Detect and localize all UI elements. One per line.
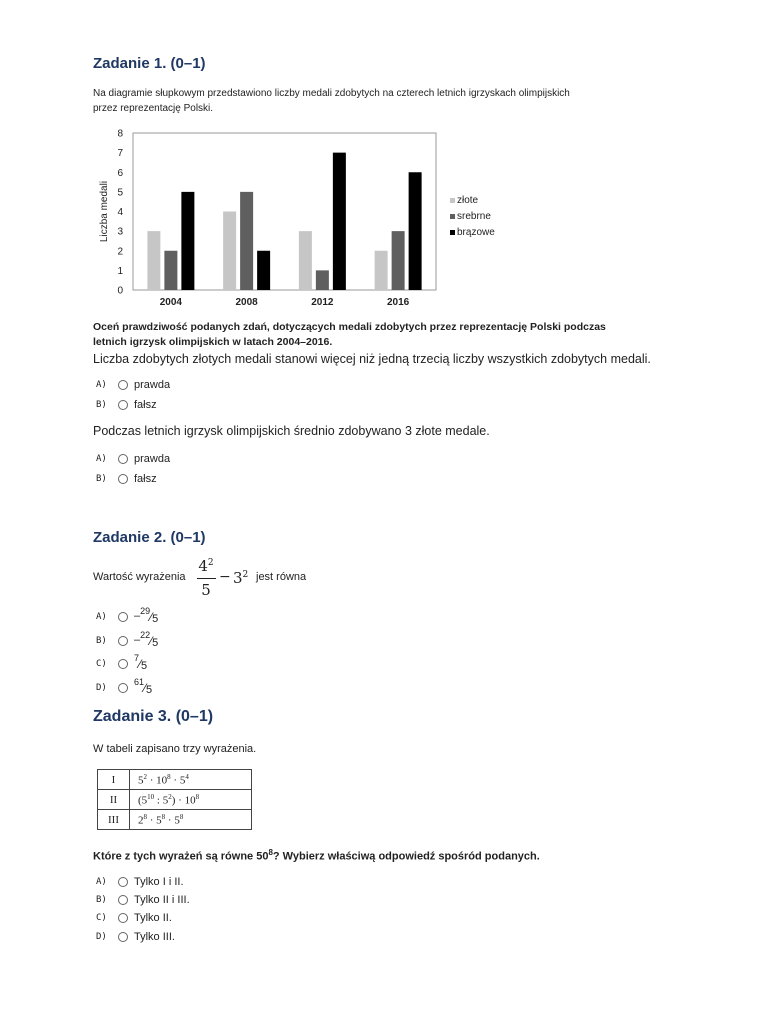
task1-statement1: Liczba zdobytych złotych medali stanowi więcej niż jedną trzecią liczby wszystkich zdobytych medali.: [93, 352, 651, 366]
option-letter: A): [96, 877, 107, 887]
task2-title: Zadanie 2. (0–1): [93, 529, 206, 546]
power-exponent: 4: [185, 772, 189, 781]
option-label: Tylko III.: [134, 931, 175, 943]
fraction-bar: [197, 578, 216, 579]
radio-button[interactable]: [118, 400, 128, 410]
power-base: 10: [184, 794, 196, 807]
expressions-table: [97, 769, 252, 830]
option-letter: D): [96, 932, 107, 942]
x-tick-label: 2016: [387, 297, 410, 308]
expression-cell: [130, 770, 252, 790]
bar-brązowe-2016: [409, 172, 422, 290]
option-label: fałsz: [134, 399, 157, 411]
power-base: 10: [156, 774, 168, 787]
option-letter: B): [96, 895, 107, 905]
fraction-answer: [134, 677, 153, 696]
task2-option-a[interactable]: [96, 606, 159, 625]
operator: ·: [147, 774, 157, 787]
s2-option-a[interactable]: [96, 453, 170, 465]
legend-label: srebrne: [457, 211, 491, 222]
fraction-slash: ⁄: [144, 681, 147, 695]
operator: ·: [170, 774, 180, 787]
bar-brązowe-2008: [257, 251, 270, 290]
bar-złote-2004: [147, 231, 160, 290]
row-number: I: [98, 770, 130, 790]
legend-swatch-brązowe: [450, 230, 455, 235]
bar-srebrne-2008: [240, 192, 253, 290]
bar-złote-2008: [223, 212, 236, 291]
radio-button[interactable]: [118, 913, 128, 923]
answer-numerator: 29: [140, 606, 151, 616]
expr-numerator: [196, 557, 216, 575]
plot-frame: [133, 133, 436, 290]
option-letter: C): [96, 913, 107, 923]
option-letter: A): [96, 454, 107, 464]
task3-title: Zadanie 3. (0–1): [93, 708, 214, 725]
radio-button[interactable]: [118, 454, 128, 464]
option-letter: B): [96, 636, 107, 646]
operator: :: [154, 794, 163, 807]
bar-srebrne-2016: [392, 231, 405, 290]
option-label: prawda: [134, 453, 171, 465]
radio-button[interactable]: [118, 636, 128, 646]
task2-option-b[interactable]: [96, 630, 159, 649]
task1-statement2: Podczas letnich igrzysk olimpijskich średnio zdobywano 3 złote medale.: [93, 424, 490, 438]
option-letter: B): [96, 400, 107, 410]
task3-option-c[interactable]: [96, 912, 172, 924]
task3-option-d[interactable]: [96, 931, 175, 943]
answer-denominator: 5: [152, 637, 159, 649]
radio-button[interactable]: [118, 877, 128, 887]
operator: (: [138, 794, 142, 807]
s1-option-b[interactable]: [96, 399, 157, 411]
option-label: Tylko II.: [134, 912, 172, 924]
question-exponent: 8: [268, 848, 273, 857]
expr-denominator: 5: [201, 581, 211, 599]
bar-brązowe-2004: [181, 192, 194, 290]
fraction-answer: [134, 630, 159, 649]
task1-intro-line1: Na diagramie słupkowym przedstawiono liczby medali zdobytych na czterech letnich igrzyskach olimpijskich: [93, 88, 570, 99]
numerator-exponent: 2: [207, 558, 214, 568]
task2-suffix: jest równa: [256, 571, 307, 583]
power-base: 5: [174, 814, 180, 827]
answer-numerator: 7: [134, 653, 140, 663]
expression-row: [98, 770, 252, 790]
x-tick-label: 2004: [159, 297, 182, 308]
second-base: 3: [233, 569, 243, 587]
task3-option-b[interactable]: [96, 894, 190, 906]
option-label: prawda: [134, 379, 171, 391]
task2-prefix: Wartość wyrażenia: [93, 571, 186, 583]
second-exponent: 2: [242, 570, 249, 580]
y-axis-label: Liczba medali: [99, 180, 110, 243]
task1-title: Zadanie 1. (0–1): [93, 55, 206, 72]
task1-instruction-line2: letnich igrzysk olimpijskich w latach 2004–2016.: [93, 336, 333, 348]
expression-cell: [130, 810, 252, 830]
answer-numerator: 61: [134, 677, 145, 687]
expression-row: [98, 790, 252, 810]
s2-option-b[interactable]: [96, 473, 157, 485]
bar-brązowe-2012: [333, 153, 346, 290]
task2-option-c[interactable]: [96, 653, 148, 672]
radio-button[interactable]: [118, 659, 128, 669]
question-text-end: ? Wybierz właściwą odpowiedź spośród podanych.: [272, 850, 540, 863]
option-label: Tylko II i III.: [134, 894, 190, 906]
y-tick-label: 7: [117, 148, 123, 160]
power-base: 5: [179, 774, 186, 787]
power-exponent: 8: [167, 772, 171, 781]
power-base: 5: [141, 794, 148, 807]
y-tick-label: 5: [117, 187, 123, 199]
s1-option-a[interactable]: [96, 379, 170, 391]
legend-swatch-złote: [450, 198, 455, 203]
option-letter: B): [96, 474, 107, 484]
power-exponent: 8: [161, 812, 166, 821]
power-exponent: 8: [179, 812, 184, 821]
power-exponent: 8: [195, 792, 200, 801]
power-exponent: 2: [143, 772, 147, 781]
fraction-slash: ⁄: [139, 657, 142, 671]
task3-question: [93, 848, 540, 863]
numerator-base: 4: [198, 557, 208, 575]
answer-denominator: 5: [141, 660, 148, 672]
expression-row: [98, 810, 252, 830]
radio-button[interactable]: [118, 932, 128, 942]
bar-złote-2016: [375, 251, 388, 290]
fraction-answer: [134, 653, 148, 672]
radio-button[interactable]: [118, 612, 128, 622]
power-exponent: 2: [168, 792, 172, 801]
radio-button[interactable]: [118, 895, 128, 905]
bar-srebrne-2004: [164, 251, 177, 290]
option-letter: D): [96, 683, 107, 693]
task2-option-d[interactable]: [96, 677, 153, 696]
x-tick-label: 2012: [311, 297, 334, 308]
radio-button[interactable]: [118, 380, 128, 390]
x-tick-label: 2008: [235, 297, 258, 308]
y-tick-label: 0: [117, 285, 123, 297]
y-tick-label: 8: [117, 128, 123, 140]
task3-option-a[interactable]: [96, 876, 184, 888]
answer-sign: –: [134, 634, 141, 646]
power-base: 5: [162, 794, 169, 807]
answer-denominator: 5: [146, 684, 153, 696]
row-number: III: [98, 810, 130, 830]
y-tick-label: 1: [117, 265, 123, 277]
fraction-answer: [134, 606, 159, 625]
expression-cell: [130, 790, 252, 810]
radio-button[interactable]: [118, 683, 128, 693]
answer-denominator: 5: [152, 613, 159, 625]
legend-label: złote: [457, 195, 479, 206]
task3-intro: W tabeli zapisano trzy wyrażenia.: [93, 743, 257, 755]
legend-label: brązowe: [457, 227, 495, 238]
task1-intro-line2: przez reprezentację Polski.: [93, 103, 214, 114]
option-label: Tylko I i II.: [134, 876, 184, 888]
legend-swatch-srebrne: [450, 214, 455, 219]
operator: ·: [147, 814, 157, 827]
operator: ·: [165, 814, 175, 827]
expr-second-term: [233, 569, 248, 587]
option-letter: C): [96, 659, 107, 669]
bar-złote-2012: [299, 231, 312, 290]
power-exponent: 10: [147, 792, 155, 801]
power-base: 5: [156, 814, 162, 827]
power-base: 5: [138, 774, 144, 787]
y-tick-label: 4: [117, 207, 123, 218]
y-tick-label: 6: [117, 167, 123, 179]
option-letter: A): [96, 380, 107, 390]
power-exponent: 8: [143, 812, 147, 821]
y-tick-label: 3: [117, 226, 123, 238]
answer-sign: –: [134, 610, 141, 622]
power-base: 2: [138, 814, 144, 827]
medal-bar-chart: [90, 122, 595, 314]
fraction-slash: ⁄: [150, 610, 153, 624]
expr-minus: −: [219, 569, 231, 585]
operator: ) ·: [171, 794, 185, 807]
row-number: II: [98, 790, 130, 810]
answer-numerator: 22: [140, 630, 151, 640]
option-letter: A): [96, 612, 107, 622]
y-tick-label: 2: [117, 246, 123, 258]
bar-srebrne-2012: [316, 270, 329, 290]
task1-instruction-line1: Oceń prawdziwość podanych zdań, dotyczących medali zdobytych przez reprezentację Polski podczas: [93, 321, 606, 333]
fraction-slash: ⁄: [150, 634, 153, 648]
option-label: fałsz: [134, 473, 157, 485]
radio-button[interactable]: [118, 474, 128, 484]
question-text: Które z tych wyrażeń są równe 50: [93, 850, 269, 863]
